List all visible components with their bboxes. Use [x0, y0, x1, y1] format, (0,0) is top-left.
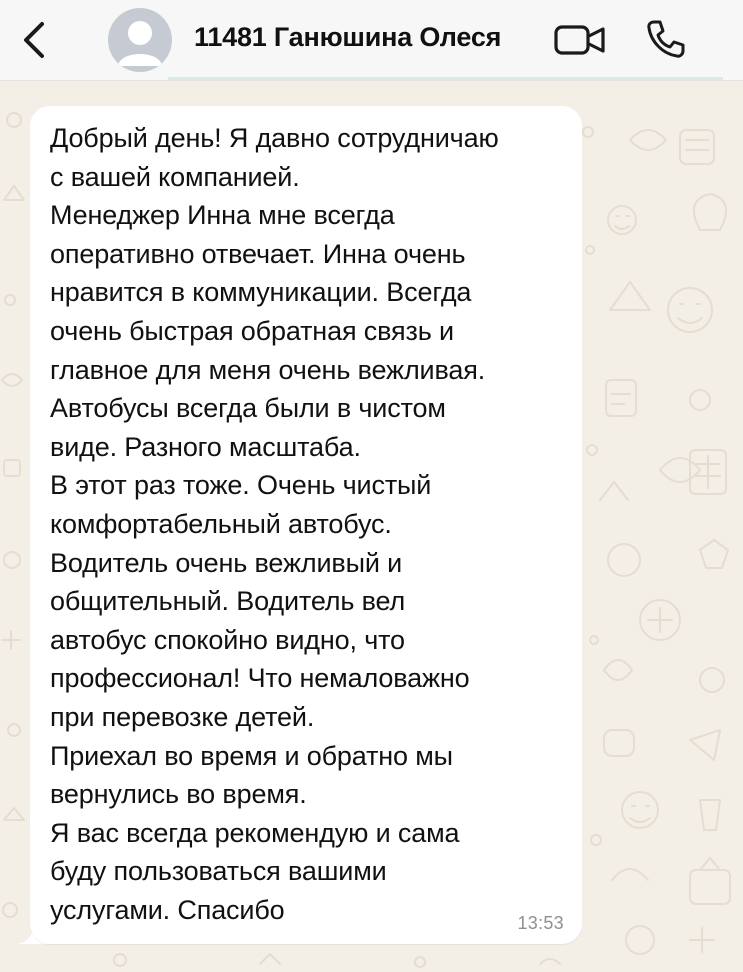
back-button[interactable]	[14, 16, 54, 64]
chevron-left-icon	[14, 16, 54, 64]
chat-header	[0, 0, 743, 81]
default-avatar-icon	[108, 8, 172, 72]
header-divider	[168, 77, 723, 80]
message-text: Добрый день! Я давно сотрудничаю с вашей компанией. Менеджер Инна мне всегда оперативно отвечает. Инна очень нравится в коммуникации. Всегда очень быстрая обратная связь и главное для меня очень вежливая. Автобусы всегда были в чистом виде. Разного масштаба. В этот раз тоже. Очень чистый комфортабельный автобус. Водитель очень вежливый и общительный. Водитель вел автобус спокойно видно, что профессионал! Что немаловажно при перевозке детей. Приехал во время и обратно мы вернулись во время. Я вас всегда рекомендую и сама буду пользоваться вашими услугами. Спасибо	[50, 123, 499, 925]
voice-call-button[interactable]	[642, 16, 688, 62]
contact-avatar[interactable]	[108, 8, 172, 72]
message-timestamp: 13:53	[517, 913, 564, 933]
phone-icon	[642, 16, 688, 62]
video-call-button[interactable]	[553, 22, 609, 58]
contact-name[interactable]: 11481 Ганюшина Олеся	[194, 22, 502, 52]
video-camera-icon	[553, 22, 609, 58]
incoming-message-bubble[interactable]	[30, 106, 582, 944]
